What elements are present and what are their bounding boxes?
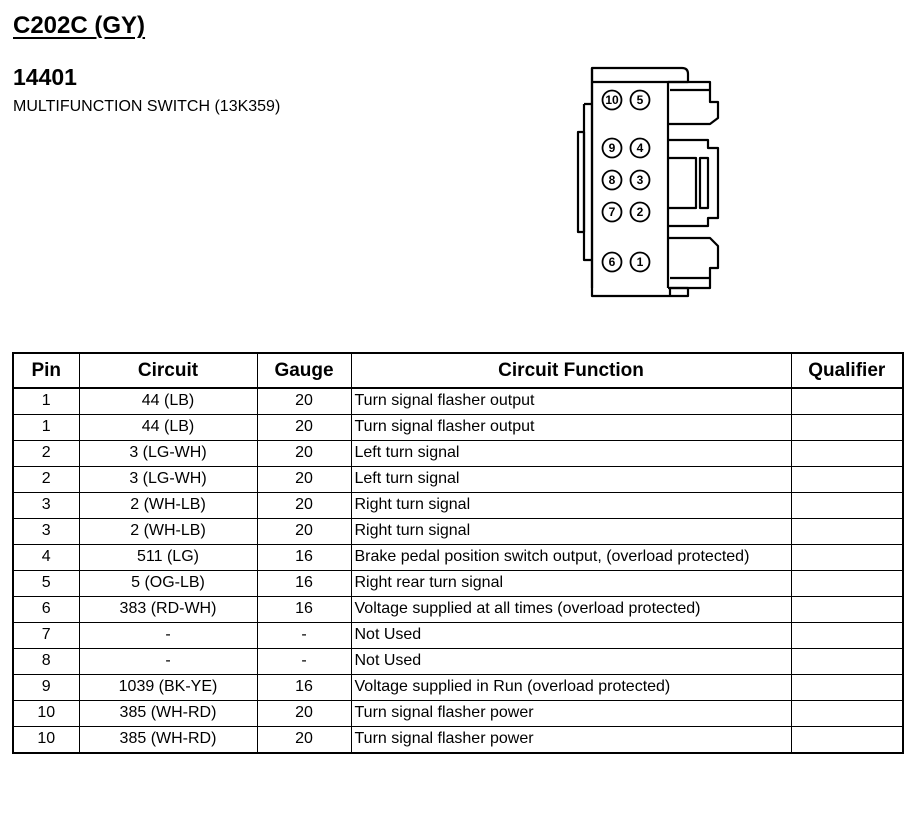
circuit-cell: 3 (LG-WH) [79,467,257,493]
circuit-function-cell: Right rear turn signal [351,571,791,597]
circuit-function-cell: Brake pedal position switch output, (overload protected) [351,545,791,571]
pin-cell: 10 [13,727,79,754]
gauge-cell: 20 [257,415,351,441]
circuit-function-cell: Right turn signal [351,493,791,519]
gauge-cell: 16 [257,571,351,597]
qualifier-cell [791,467,903,493]
table-row [13,441,903,467]
circuit-function-cell: Turn signal flasher power [351,701,791,727]
circuit-cell: 385 (WH-RD) [79,727,257,754]
connector-title: C202C (GY) [13,12,146,39]
pin-cell: 2 [13,467,79,493]
table-row [13,727,903,754]
table-row [13,623,903,649]
circuit-cell: 1039 (BK-YE) [79,675,257,701]
table-row [13,493,903,519]
pin-label-7: 7 [608,205,616,219]
qualifier-cell [791,519,903,545]
circuit-cell: - [79,649,257,675]
table-row [13,415,903,441]
table-row [13,519,903,545]
pin-label-1: 1 [636,255,644,269]
gauge-cell: 20 [257,388,351,415]
circuit-cell: 2 (WH-LB) [79,519,257,545]
circuit-cell: 44 (LB) [79,415,257,441]
pin-label-10: 10 [605,93,619,107]
table-row [13,649,903,675]
column-header-qualifier: Qualifier [791,353,903,388]
pin-cell: 9 [13,675,79,701]
table-header-row [13,353,903,388]
column-header-gauge: Gauge [257,353,351,388]
gauge-cell: - [257,623,351,649]
pin-label-5: 5 [636,93,644,107]
table-row [13,467,903,493]
circuit-function-cell: Turn signal flasher output [351,388,791,415]
pin-cell: 8 [13,649,79,675]
gauge-cell: 16 [257,675,351,701]
qualifier-cell [791,727,903,754]
circuit-function-cell: Voltage supplied at all times (overload protected) [351,597,791,623]
pin-cell: 1 [13,415,79,441]
part-number: 14401 [13,64,77,90]
circuit-function-cell: Not Used [351,623,791,649]
pin-cell: 3 [13,493,79,519]
circuit-cell: 3 (LG-WH) [79,441,257,467]
pin-label-2: 2 [636,205,644,219]
circuit-function-cell: Turn signal flasher power [351,727,791,754]
pin-cell: 2 [13,441,79,467]
table-row [13,571,903,597]
qualifier-cell [791,701,903,727]
gauge-cell: 16 [257,597,351,623]
qualifier-cell [791,649,903,675]
circuit-cell: 2 (WH-LB) [79,493,257,519]
qualifier-cell [791,388,903,415]
pin-table [12,352,904,754]
gauge-cell: 20 [257,727,351,754]
column-header-circuit: Circuit [79,353,257,388]
gauge-cell: 20 [257,441,351,467]
circuit-function-cell: Left turn signal [351,441,791,467]
pin-cell: 1 [13,388,79,415]
pin-cell: 10 [13,701,79,727]
circuit-cell: 5 (OG-LB) [79,571,257,597]
table-row [13,675,903,701]
circuit-function-cell: Right turn signal [351,519,791,545]
circuit-cell: 385 (WH-RD) [79,701,257,727]
gauge-cell: 20 [257,467,351,493]
gauge-cell: - [257,649,351,675]
gauge-cell: 20 [257,701,351,727]
qualifier-cell [791,493,903,519]
table-row [13,545,903,571]
pin-label-6: 6 [608,255,616,269]
column-header-pin: Pin [13,353,79,388]
pin-label-4: 4 [636,141,644,155]
table-row [13,388,903,415]
qualifier-cell [791,441,903,467]
pin-table-body [13,388,903,753]
gauge-cell: 16 [257,545,351,571]
circuit-cell: 383 (RD-WH) [79,597,257,623]
connector-face-diagram [570,62,730,302]
circuit-function-cell: Turn signal flasher output [351,415,791,441]
qualifier-cell [791,597,903,623]
circuit-cell: 44 (LB) [79,388,257,415]
pin-cell: 7 [13,623,79,649]
pin-cell: 4 [13,545,79,571]
qualifier-cell [791,623,903,649]
qualifier-cell [791,415,903,441]
pin-label-9: 9 [608,141,616,155]
circuit-function-cell: Not Used [351,649,791,675]
circuit-function-cell: Left turn signal [351,467,791,493]
column-header-circuit-function: Circuit Function [351,353,791,388]
pin-label-3: 3 [636,173,644,187]
qualifier-cell [791,675,903,701]
circuit-cell: - [79,623,257,649]
pin-label-8: 8 [608,173,616,187]
pin-cell: 6 [13,597,79,623]
table-row [13,701,903,727]
circuit-cell: 511 (LG) [79,545,257,571]
circuit-function-cell: Voltage supplied in Run (overload protected) [351,675,791,701]
table-row [13,597,903,623]
pin-cell: 3 [13,519,79,545]
qualifier-cell [791,545,903,571]
gauge-cell: 20 [257,493,351,519]
qualifier-cell [791,571,903,597]
gauge-cell: 20 [257,519,351,545]
pin-cell: 5 [13,571,79,597]
part-name: MULTIFUNCTION SWITCH (13K359) [13,98,281,115]
